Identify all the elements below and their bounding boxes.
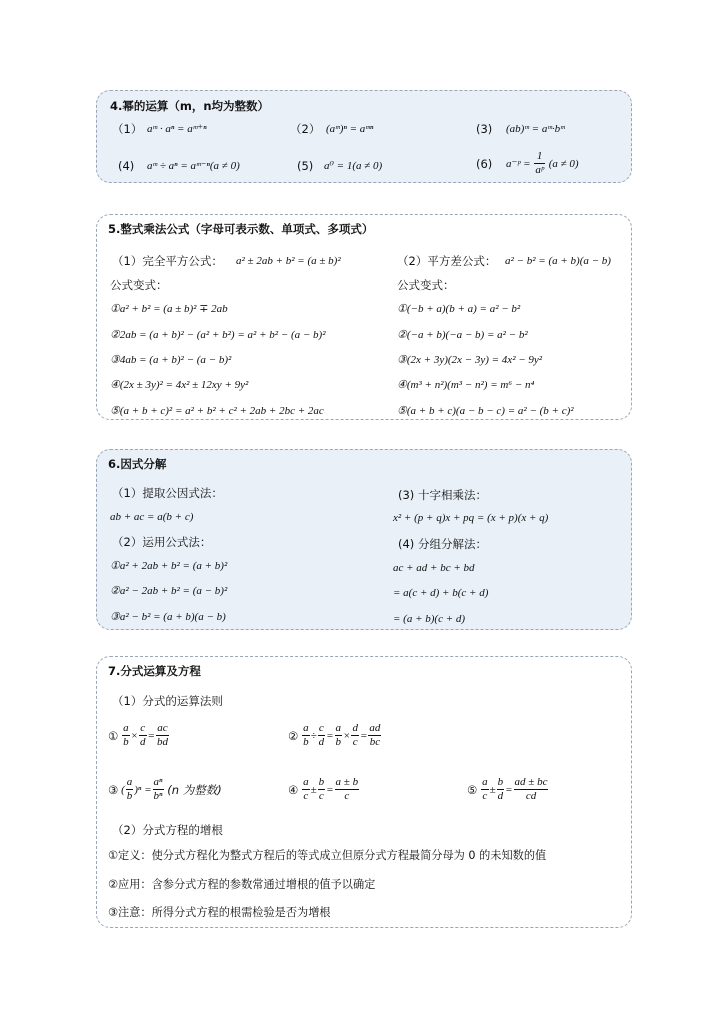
s7-rule-5-result-den: cd — [525, 790, 537, 802]
s5-right-variant-3: ③(2x + 3y)(2x − 3y) = 4x² − 9y² — [397, 354, 543, 366]
s7-rule-5-result-num: ad ± bc — [514, 776, 548, 788]
s4-item-6-den: aᵖ — [535, 164, 544, 176]
s7-rule-3-note: (n 为整数) — [167, 782, 222, 797]
s4-item-5-no: (5) — [297, 159, 314, 173]
s7-rule-1-c: c — [140, 722, 146, 734]
s7-rule-3-b: b — [126, 790, 133, 802]
s5-right-formula: a² − b² = (a + b)(a − b) — [505, 255, 611, 267]
s7-rule-5-c: c — [482, 790, 488, 802]
s4-item-6-no: (6) — [476, 157, 493, 171]
s4-item-2-formula: (aᵐ)ⁿ = aᵐⁿ — [326, 123, 374, 135]
s7-rule-5-op: ± — [489, 783, 496, 796]
s7-rule-1-no: ① — [108, 728, 119, 743]
s7-rule-5-b: b — [497, 776, 504, 788]
s7-rule-4-op: ± — [310, 783, 317, 796]
s5-right-head: （2）平方差公式： — [397, 254, 497, 268]
s4-item-5-formula: a⁰ = 1(a ≠ 0) — [324, 160, 383, 172]
s6-method-1-head: （1）提取公因式法： — [112, 486, 223, 500]
s4-item-6-formula — [506, 150, 579, 177]
s4-item-3-formula: (ab)ᵐ = aᵐ·bᵐ — [506, 123, 565, 135]
s7-rule-2-op1: ÷ — [310, 729, 317, 742]
s4-item-1-no: （1） — [112, 122, 143, 136]
s7-rule-2-no: ② — [288, 728, 299, 743]
s4-item-6-lhs: a⁻ᵖ = — [506, 158, 531, 170]
s7-rule-2-b: b — [303, 736, 309, 748]
s7-rule-1-op: × — [130, 729, 138, 742]
s7-rule-4-result-num: a ± b — [335, 776, 359, 788]
s5-right-variant-2: ②(−a + b)(−a − b) = a² − b² — [397, 329, 528, 341]
s4-item-2-no: （2） — [290, 122, 321, 136]
s7-rule-2-op2: × — [343, 729, 351, 742]
section-7-title: 7.分式运算及方程 — [108, 664, 201, 678]
s6-method-2-head: （2）运用公式法： — [112, 535, 212, 549]
s4-item-1-formula: aᵐ · aⁿ = aᵐ⁺ⁿ — [147, 123, 207, 135]
s7-note-caution: ③注意：所得分式方程的根需检验是否为增根 — [108, 906, 331, 919]
s5-right-variant-label: 公式变式： — [397, 278, 455, 292]
s7-rule-4-result-den: c — [344, 790, 350, 802]
s7-rule-2-c: c — [318, 722, 324, 734]
s7-rule-1-result-den: bd — [156, 736, 168, 748]
s7-rule-3-no: ③ — [108, 782, 119, 797]
section-4-title: 4.幂的运算（m，n均为整数） — [110, 99, 270, 113]
s7-note-definition: ①定义：使分式方程化为整式方程后的等式成立但原分式方程最简分母为 0 的未知数的值 — [108, 849, 547, 862]
s7-rule-2-a: a — [303, 722, 309, 734]
s7-rule-4-a: a — [303, 776, 309, 788]
s7-rule-1: ① $\frac{a}{b}$ × $\frac{c}{d}$ = $\frac{ac}{bd}$ — [108, 722, 168, 748]
s7-rule-5: ⑤ $\frac{a}{c}$ ± $\frac{b}{d}$ = $\frac{ad \pm bc}{cd}$ — [467, 776, 548, 802]
s5-left-variant-3: ③4ab = (a + b)² − (a − b)² — [110, 354, 232, 366]
s7-rule-2: ② $\frac{a}{b}$ ÷ $\frac{c}{d}$ = $\frac{a}{b}$ × $\frac{d}{c}$ = $\frac{ad}{bc}$ — [288, 722, 381, 748]
s7-rule-5-a: a — [482, 776, 488, 788]
s7-rule-1-a: a — [123, 722, 129, 734]
s5-left-variant-5: ⑤(a + b + c)² = a² + b² + c² + 2ab + 2bc + 2ac — [110, 405, 324, 417]
s4-item-4-no: (4) — [118, 159, 135, 173]
s7-rule-4-b: b — [318, 776, 325, 788]
s7-rule-2-d: d — [318, 736, 325, 748]
s5-left-variant-1: ①a² + b² = (a ± b)² ∓ 2ab — [110, 303, 228, 315]
s7-equation-head: （2）分式方程的增根 — [112, 823, 223, 837]
s5-left-variant-4: ④(2x ± 3y)² = 4x² ± 12xy + 9y² — [110, 379, 249, 391]
s5-left-head: （1）完全平方公式： — [112, 254, 223, 268]
s7-rule-5-d: d — [497, 790, 504, 802]
section-6-title: 6.因式分解 — [108, 457, 167, 471]
s7-rule-5-no: ⑤ — [467, 782, 478, 797]
s7-rule-2-c2: c — [352, 736, 358, 748]
s5-left-variant-label: 公式变式： — [110, 278, 168, 292]
s5-right-variant-4: ④(m³ + n²)(m³ − n²) = m⁶ − n⁴ — [397, 379, 535, 391]
s6-method-3-formula: x² + (p + q)x + pq = (x + p)(x + q) — [393, 512, 549, 524]
s5-right-variant-1: ①(−b + a)(b + a) = a² − b² — [397, 303, 521, 315]
s5-left-formula: a² ± 2ab + b² = (a ± b)² — [236, 255, 341, 267]
s7-rule-1-d: d — [140, 736, 146, 748]
s7-rule-2-result-den: bc — [369, 736, 381, 748]
s6-method-4-line-1: ac + ad + bc + bd — [393, 562, 475, 574]
s7-rule-3-a: a — [126, 776, 133, 788]
s7-rule-2-d2: d — [352, 722, 358, 734]
s6-method-1-formula: ab + ac = a(b + c) — [110, 511, 194, 523]
s4-item-6-fraction — [534, 150, 545, 177]
s6-method-4-head: (4) 分组分解法： — [398, 537, 487, 551]
s7-rule-2-result-num: ad — [369, 722, 381, 734]
s7-rule-3: ③ ( $\frac{a}{b}$ )ⁿ = $\frac{\text{aⁿ}}{\text{bⁿ}}$ (n 为整数) — [108, 776, 222, 802]
s6-method-4-line-2: = a(c + d) + b(c + d) — [393, 587, 489, 599]
s6-method-2-formula-1: ①a² + 2ab + b² = (a + b)² — [110, 560, 228, 572]
s7-rule-2-a2: a — [335, 722, 342, 734]
s5-right-variant-5: ⑤(a + b + c)(a − b − c) = a² − (b + c)² — [397, 405, 574, 417]
s4-item-3-no: (3) — [476, 122, 493, 136]
s7-rule-3-pow-num: aⁿ — [153, 776, 163, 788]
section-5-title: 5.整式乘法公式（字母可表示数、单项式、多项式） — [108, 222, 374, 236]
s7-rules-head: （1）分式的运算法则 — [112, 694, 223, 708]
s7-rule-4-no: ④ — [288, 782, 299, 797]
s4-item-4-formula: aᵐ ÷ aⁿ = aᵐ⁻ⁿ(a ≠ 0) — [147, 160, 240, 172]
s5-left-variant-2: ②2ab = (a + b)² − (a² + b²) = a² + b² − (a − b)² — [110, 329, 326, 341]
s7-rule-4: ④ $\frac{a}{c}$ ± $\frac{b}{c}$ = $\frac{a \pm b}{c}$ — [288, 776, 359, 802]
s6-method-2-formula-2: ②a² − 2ab + b² = (a − b)² — [110, 585, 228, 597]
s7-note-application: ②应用：含参分式方程的参数常通过增根的值予以确定 — [108, 878, 376, 891]
s6-method-3-head: (3) 十字相乘法： — [398, 488, 487, 502]
s6-method-2-formula-3: ③a² − b² = (a + b)(a − b) — [110, 611, 226, 623]
s7-rule-2-b2: b — [335, 736, 342, 748]
s7-rule-1-result-num: ac — [157, 722, 168, 734]
s7-rule-4-c2: c — [318, 790, 324, 802]
s7-rule-1-b: b — [123, 736, 129, 748]
s4-item-6-cond: (a ≠ 0) — [548, 157, 579, 170]
s7-rule-4-c: c — [303, 790, 309, 802]
s4-item-6-num: 1 — [534, 150, 545, 164]
s6-method-4-line-3: = (a + b)(c + d) — [393, 613, 466, 625]
s7-rule-3-pow-den: bⁿ — [153, 790, 163, 802]
